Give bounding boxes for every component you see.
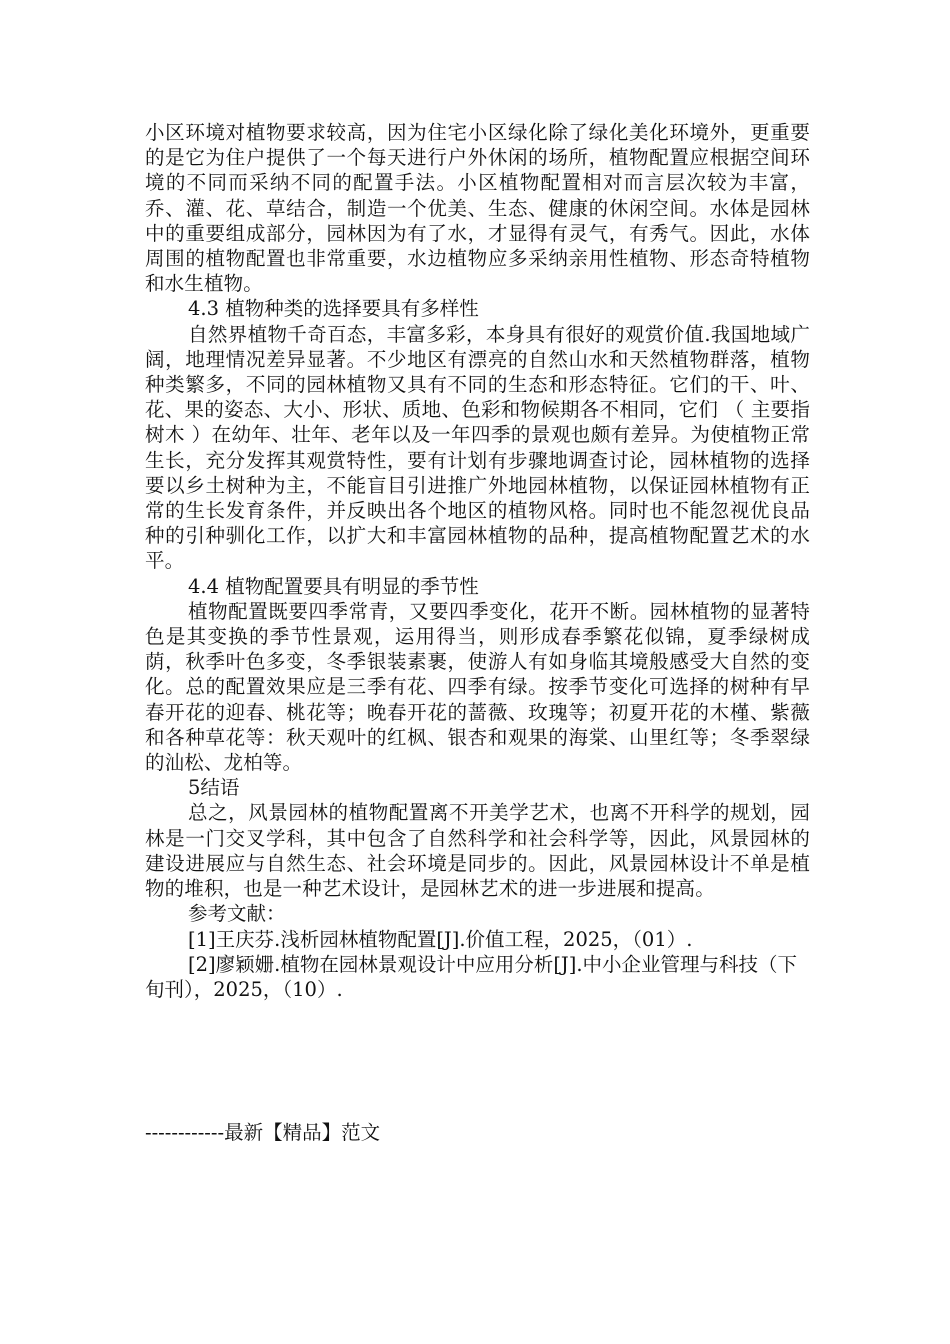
reference-item-2: [2]廖颖姗.植物在园林景观设计中应用分析[J].中小企业管理与科技（下旬刊），2025，（10）. bbox=[145, 952, 798, 1001]
paragraph-conclusion: 总之，风景园林的植物配置离不开美学艺术，也离不开科学的规划，园林是一门交叉学科，其中包含了自然科学和社会科学等，因此，风景园林的建设进展应与自然生态、社会环境是同步的。因此，风景园林设计不单是植物的堆积，也是一种艺术设计，是园林艺术的进一步进展和提高。 bbox=[145, 801, 810, 901]
paragraph-seasonality: 植物配置既要四季常青，又要四季变化，花开不断。园林植物的显著特色是其变换的季节性景观，运用得当，则形成春季繁花似锦，夏季绿树成荫，秋季叶色多变，冬季银装素裹，使游人有如身临其境般感受大自然的变化。总的配置效果应是三季有花、四季有绿。按季节变化可选择的树种有早春开花的迎春、桃花等；晚春开花的蔷薇、玫瑰等；初夏开花的木槿、紫薇和各种草花等：秋天观叶的红枫、银杏和观果的海棠、山里红等；冬季翠绿的汕松、龙柏等。 bbox=[145, 599, 810, 775]
page-footer: ------------最新【精品】范文 bbox=[145, 1121, 381, 1144]
references-title: 参考文献： bbox=[188, 902, 286, 926]
paragraph-plant-diversity: 自然界植物千奇百态，丰富多彩，本身具有很好的观赏价值.我国地域广阔，地理情况差异显著。不少地区有漂亮的自然山水和天然植物群落，植物种类繁多，不同的园林植物又具有不同的生态和形态特征。它们的干、叶、花、果的姿态、大小、形状、质地、色彩和物候期各不相同，它们 （ 主要指树木 ）在幼年、壮年、老年以及一年四季的景观也颇有差异。为使植物正常生长，充分发挥其观赏特性，要有计划有步骤地调查讨论，园林植物的选择要以乡土树种为主，不能盲目引进推广外地园林植物，以保证园林植物有正常的生长发育条件，并反映出各个地区的植物风格。同时也不能忽视优良品种的引种驯化工作，以扩大和丰富园林植物的品种，提高植物配置艺术的水平。 bbox=[145, 322, 810, 573]
paragraph-residential-planting: 小区环境对植物要求较高，因为住宅小区绿化除了绿化美化环境外，更重要的是它为住户提供了一个每天进行户外休闲的场所，植物配置应根据空间环境的不同而采纳不同的配置手法。小区植物配置相对而言层次较为丰富，乔、灌、花、草结合，制造一个优美、生态、健康的休闲空间。水体是园林中的重要组成部分，园林因为有了水，才显得有灵气，有秀气。因此，水体周围的植物配置也非常重要，水边植物应多采纳亲用性植物、形态奇特植物和水生植物。 bbox=[145, 121, 810, 296]
section-heading-4-4: 4.4 植物配置要具有明显的季节性 bbox=[188, 574, 479, 598]
reference-item-1: [1]王庆芬.浅析园林植物配置[J].价值工程，2025，（01）. bbox=[188, 927, 693, 951]
section-heading-conclusion: 5结语 bbox=[188, 776, 240, 800]
document-body bbox=[145, 120, 810, 1002]
section-heading-4-3: 4.3 植物种类的选择要具有多样性 bbox=[188, 297, 479, 321]
